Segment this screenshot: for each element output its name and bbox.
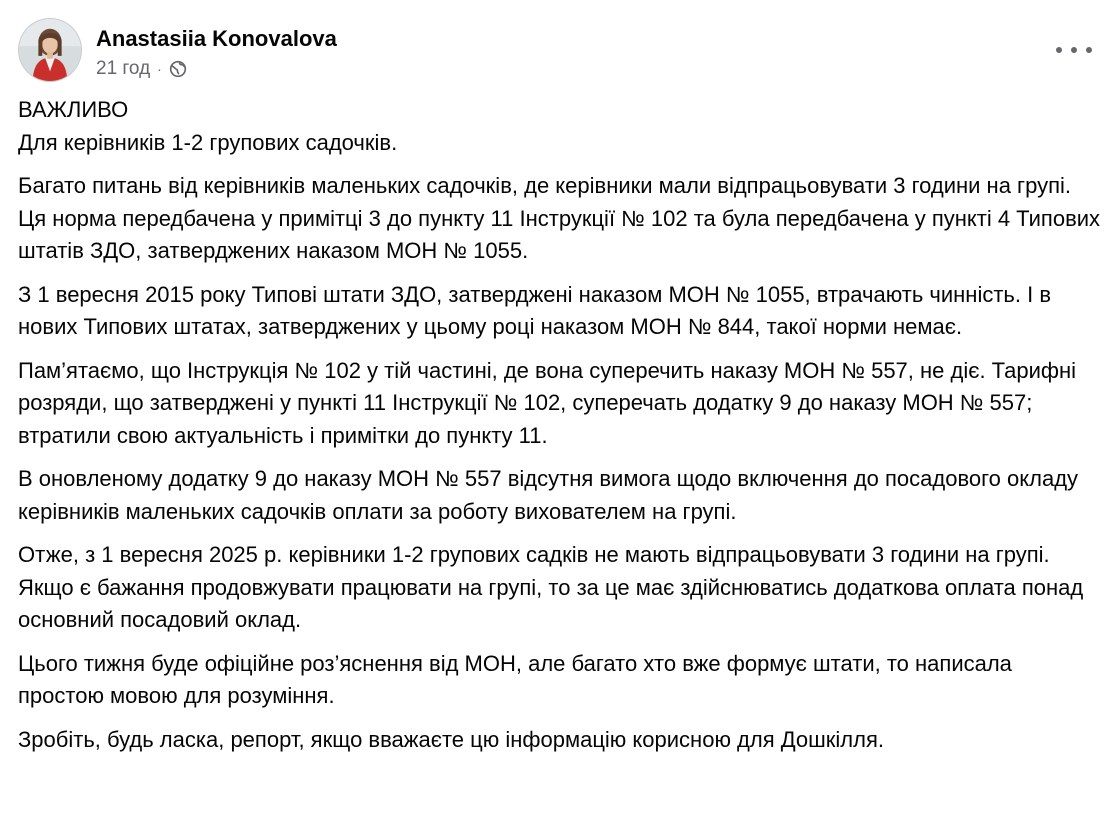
post-paragraph: Багато питань від керівників маленьких садочків, де керівники мали відпрацьовувати 3 години на групі. Ця норма передбачена у примітці 3 до пункту 11 Інструкції № 102 та була передбачена у пункті 4 Типових штатів ЗДО, затверджених наказом МОН № 1055. bbox=[18, 173, 1101, 263]
post-paragraph: Цього тижня буде офіційне роз’яснення від МОН, але багато хто вже формує штати, то написала простою мовою для розуміння. bbox=[18, 650, 1012, 708]
post-paragraph: Зробіть, будь ласка, репорт, якщо вважаєте цю інформацію корисною для Дошкілля. bbox=[18, 726, 884, 752]
post-meta bbox=[96, 58, 187, 80]
post-timestamp[interactable]: 21 год bbox=[96, 58, 151, 79]
post-text bbox=[18, 94, 1103, 767]
post-paragraph: В оновленому додатку 9 до наказу МОН № 557 відсутня вимога щодо включення до посадового окладу керівників маленьких садочків оплати за роботу вихователем на групі. bbox=[18, 466, 1079, 524]
post-header bbox=[18, 18, 1100, 84]
more-dot-icon bbox=[1086, 47, 1092, 53]
post-paragraph: З 1 вересня 2015 року Типові штати ЗДО, затверджені наказом МОН № 1055, втрачають чинність. І в нових Типових штатах, затверджених у цьому році наказом МОН № 844, такої норми немає. bbox=[18, 281, 1052, 339]
post-paragraph: Отже, з 1 вересня 2025 р. керівники 1-2 групових садків не мають відпрацьовувати 3 години на групі. Якщо є бажання продовжувати працювати на групі, то за це має здійснюватись додаткова оплата понад основний посадовий оклад. bbox=[18, 542, 1084, 632]
globe-icon[interactable] bbox=[169, 60, 187, 78]
avatar-photo-icon bbox=[19, 19, 81, 81]
post-paragraph: Пам’ятаємо, що Інструкція № 102 у тій частині, де вона суперечить наказу МОН № 557, не діє. Тарифні розряди, що затверджені у пункті 11 Інструкції № 102, суперечать додатку 9 до наказу МОН № 557; втратили свою актуальність і примітки до пункту 11. bbox=[18, 357, 1077, 448]
author-name[interactable]: Anastasiia Konovalova bbox=[96, 26, 337, 51]
more-dot-icon bbox=[1071, 47, 1077, 53]
author-avatar[interactable] bbox=[18, 18, 82, 82]
more-dot-icon bbox=[1056, 47, 1062, 53]
post-paragraph: ВАЖЛИВО Для керівників 1-2 групових садочків. bbox=[18, 97, 398, 155]
more-options-button[interactable] bbox=[1056, 40, 1092, 60]
meta-separator: · bbox=[157, 61, 162, 77]
